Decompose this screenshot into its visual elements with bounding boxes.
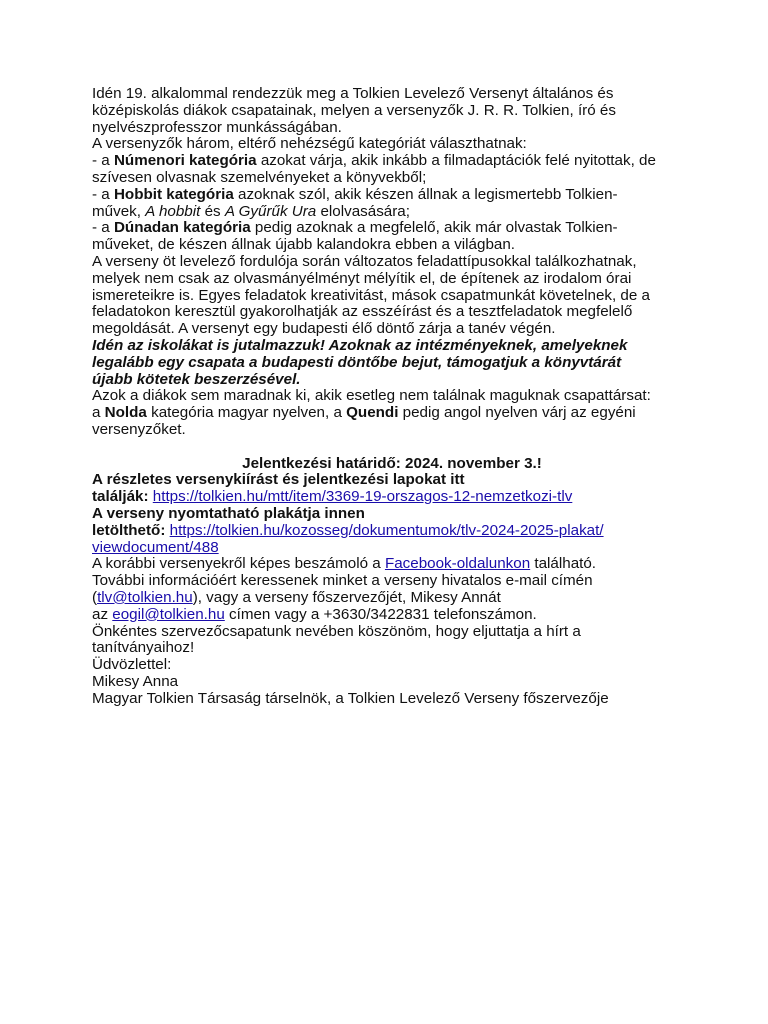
- text-fragment: címen vagy a +3630/3422831 telefonszámon.: [224, 605, 537, 623]
- category-name: Dúnadan kategória: [113, 219, 251, 237]
- reward-text: [92, 372, 692, 389]
- document-body: [92, 86, 692, 707]
- contact-text: [92, 607, 692, 624]
- poster-link[interactable]: https://tolkien.hu/kozosseg/dokumentumok/tlv-2024-2025-plakat/: [169, 521, 604, 539]
- rules-heading-text: A részletes versenykiírást és jelentkezési lapokat itt: [92, 471, 465, 489]
- individual-text: versenyzőket.: [92, 420, 186, 438]
- rounds-text: A verseny öt levelező fordulója során változatos feladattípusokkal találkozhatnak,: [92, 252, 637, 270]
- deadline-heading: [92, 456, 692, 473]
- book-title: A hobbit: [145, 202, 201, 220]
- rules-link-line: [92, 489, 692, 506]
- category-name: Nolda: [104, 404, 147, 422]
- category-text: pedig azoknak a megfelelő, akik már olvastak Tolkien-: [250, 219, 618, 237]
- category-text: azokat várja, akik inkább a filmadaptációk felé nyitottak, de: [256, 152, 656, 170]
- text-fragment: pedig angol nyelven várj az egyéni: [398, 404, 636, 422]
- contact-text: [92, 590, 692, 607]
- category-name: Quendi: [346, 404, 399, 422]
- intro-line: Idén 19. alkalommal rendezzük meg a Tolkien Levelező Versenyt általános és: [92, 85, 614, 102]
- email-link-eogil[interactable]: eogil@tolkien.hu: [112, 605, 225, 623]
- book-title: A Gyűrűk Ura: [224, 202, 317, 220]
- category-hobbit: [92, 187, 692, 204]
- text-fragment: (: [92, 588, 98, 606]
- signature-title: Magyar Tolkien Társaság társelnök, a Tolkien Levelező Verseny főszervezője: [92, 689, 609, 707]
- rounds-text: megoldását. A versenyt egy budapesti élő döntő zárja a tanév végén.: [92, 320, 556, 338]
- facebook-link[interactable]: Facebook-oldalunkon: [384, 555, 531, 573]
- poster-label: letölthető:: [92, 521, 170, 539]
- rules-label: találják:: [92, 488, 153, 506]
- reward-text: [92, 355, 692, 372]
- reward-line: legalább egy csapata a budapesti döntőbe bejut, támogatjuk a könyvtárát: [92, 353, 622, 371]
- rounds-text: ismereteikre is. Egyes feladatok kreativitást, mások csapatmunkát követelnek, de a: [92, 286, 650, 304]
- category-prefix: - a: [92, 152, 114, 170]
- text-fragment: található.: [530, 555, 597, 573]
- text-fragment: A korábbi versenyekről képes beszámoló a: [92, 555, 385, 573]
- email-link-tlv[interactable]: tlv@tolkien.hu: [97, 588, 193, 606]
- category-name: Hobbit kategória: [113, 185, 234, 203]
- poster-link-line: [92, 523, 692, 540]
- closing-text: Önkéntes szervezőcsapatunk nevében köszönöm, hogy eljuttatja a hírt a: [92, 622, 581, 640]
- category-numenor: [92, 153, 692, 170]
- text-fragment: elolvasására;: [316, 202, 410, 220]
- reward-line: újabb kötetek beszerzésével.: [92, 370, 301, 388]
- intro-line: középiskolás diákok csapatainak, melyen a versenyzők J. R. R. Tolkien, író és: [92, 101, 616, 119]
- individual-text: Azok a diákok sem maradnak ki, akik esetleg nem találnak maguknak csapattársat:: [92, 387, 651, 405]
- reward-text: [92, 338, 692, 355]
- category-text: műveket, de készen állnak újabb kalandokra ebben a világban.: [92, 236, 516, 254]
- closing-text: tanítványaihoz!: [92, 639, 195, 657]
- greeting: Üdvözlettel:: [92, 656, 172, 674]
- category-text: azoknak szól, akik készen állnak a legismertebb Tolkien-: [233, 185, 618, 203]
- text-fragment: a: [92, 404, 105, 422]
- rules-link[interactable]: https://tolkien.hu/mtt/item/3369-19-orszagos-12-nemzetkozi-tlv: [152, 488, 573, 506]
- signature-name: Mikesy Anna: [92, 672, 179, 690]
- text-fragment: ), vagy a verseny főszervezőjét, Mikesy Annát: [192, 588, 501, 606]
- poster-heading: [92, 506, 692, 523]
- category-text: [92, 204, 692, 221]
- text-fragment: az: [92, 605, 113, 623]
- categories-intro: A versenyzők három, eltérő nehézségű kategóriát választhatnak:: [92, 135, 527, 153]
- poster-link-line: [92, 540, 692, 557]
- deadline-text: Jelentkezési határidő: 2024. november 3.!: [242, 454, 542, 472]
- rounds-text: feladatokon keresztül gyakorolhatják az esszéírást és a tesztfeladatok megfelelő: [92, 303, 633, 321]
- individual-text: [92, 405, 692, 422]
- rounds-text: melyek nem csak az olvasmányélményt mélyítik el, de építenek az irodalom órai: [92, 269, 632, 287]
- poster-heading-text: A verseny nyomtatható plakátja innen: [92, 504, 365, 522]
- text-fragment: művek,: [92, 202, 146, 220]
- category-prefix: - a: [92, 219, 114, 237]
- poster-link-continued[interactable]: viewdocument/488: [92, 538, 219, 556]
- text-fragment: és: [200, 202, 225, 220]
- rules-heading: [92, 472, 692, 489]
- text-fragment: kategória magyar nyelven, a: [146, 404, 347, 422]
- category-text: szívesen olvasnak szemelvényeket a könyvekből;: [92, 168, 427, 186]
- intro-line: nyelvészprofesszor munkásságában.: [92, 118, 342, 136]
- reward-line: Idén az iskolákat is jutalmazzuk! Azoknak az intézményeknek, amelyeknek: [92, 336, 628, 354]
- report-text: [92, 556, 692, 573]
- category-dunadan: [92, 220, 692, 237]
- category-name: Númenori kategória: [113, 152, 257, 170]
- category-prefix: - a: [92, 185, 114, 203]
- contact-text: További információért keressenek minket a verseny hivatalos e-mail címén: [92, 572, 593, 590]
